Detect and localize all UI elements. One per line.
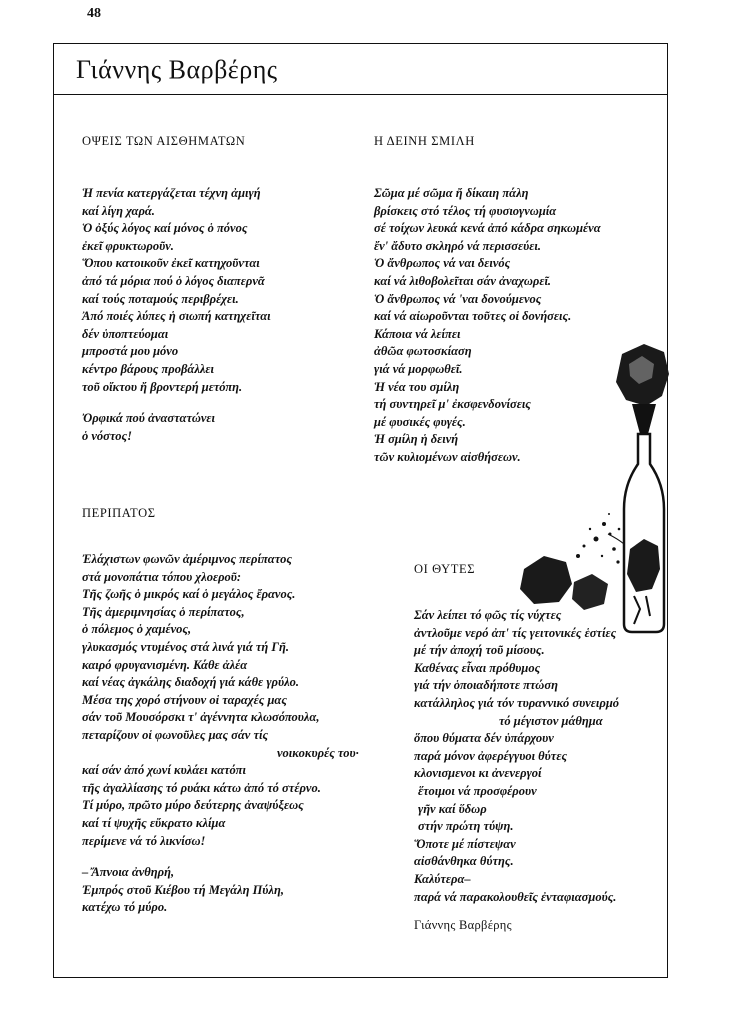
poem-line: τή συντηρεῖ μ' ἐκσφενδονίσεις bbox=[374, 397, 531, 412]
page-frame bbox=[53, 43, 668, 978]
poem-line: γιά νά μορφωθεῖ. bbox=[374, 361, 463, 376]
poem-body bbox=[82, 185, 342, 445]
page-number: 48 bbox=[87, 6, 101, 21]
poem-line: Ὀρφικά πού ἀναστατώνει bbox=[82, 411, 216, 426]
poem-oi-thytes bbox=[414, 562, 674, 933]
poem-line: ὅπου θύματα δέν ὑπάρχουν bbox=[414, 731, 554, 746]
poem-line: Ὁ ἄνθρωπος νά 'ναι δονούμενος bbox=[374, 291, 542, 306]
poem-body bbox=[414, 607, 674, 906]
poem-line: Ὅποτε μέ πίστεψαν bbox=[414, 836, 516, 851]
poem-line: ἐκεῖ φρυκτωροῦν. bbox=[82, 238, 174, 253]
poem-line: Τῆς ἀμεριμνησίας ὁ περίπατος, bbox=[82, 604, 245, 619]
poem-line: καί νέας ἀγκάλης διαδοχή γιά κάθε γρύλο. bbox=[82, 675, 299, 690]
poem-line: ὁ πόλεμος ὁ χαμένος, bbox=[82, 622, 192, 637]
poem-line: καί τί ψυχῆς εὔκρατο κλίμα bbox=[82, 815, 226, 830]
poem-line: γλυκασμός ντυμένος στά λινά γιά τή Γῆ. bbox=[82, 639, 289, 654]
poem-line: Καλύτερα– bbox=[414, 871, 471, 886]
poem-title: ΟΙ ΘΥΤΕΣ bbox=[414, 562, 476, 576]
poem-line: κατάλληλος γιά τόν τυραννικό συνειρμό bbox=[414, 695, 620, 710]
poem-title: ΠΕΡΙΠΑΤΟΣ bbox=[82, 506, 156, 520]
poem-line: Ἡ νέα του σμίλη bbox=[374, 379, 460, 394]
poem-line: Ἐλάχιστων φωνῶν ἀμέριμνος περίπατος bbox=[82, 552, 292, 566]
poem-line: στά μονοπάτια τόπου χλοεροῦ: bbox=[82, 569, 242, 584]
poem-line: στήν πρώτη τύψη. bbox=[418, 819, 514, 834]
author-signature: Γιάννης Βαρβέρης bbox=[414, 918, 512, 933]
poem-line: μέ τήν ἀποχή τοῦ μίσους. bbox=[414, 643, 545, 658]
poem-line: ὁ νόστος! bbox=[82, 428, 132, 443]
poem-line: αἰσθάνθηκα θύτης. bbox=[414, 854, 514, 869]
poem-line: μέ φυσικές φυγές. bbox=[374, 414, 466, 429]
poem-line: κέντρο βάρους προβάλλει bbox=[82, 361, 215, 376]
poem-line: καί σάν ἀπό χωνί κυλάει κατόπι bbox=[82, 763, 246, 778]
poem-line: ἀντλοῦμε νερό ἀπ' τίς γειτονικές ἑστίες bbox=[414, 625, 617, 640]
poem-line: Μέσα της χορό στήνουν οἱ ταραχές μας bbox=[82, 692, 287, 707]
poem-line: Ἀπό ποιές λύπες ἡ σιωπή κατηχεῖται bbox=[82, 309, 271, 324]
poem-line: σάν τοῦ Μουσόρσκι τ' ἀγέννητα κλωσόπουλα, bbox=[82, 710, 320, 725]
poem-line: Κάποια νά λείπει bbox=[374, 326, 461, 341]
poem-title: Η ΔΕΙΝΗ ΣΜΙΛΗ bbox=[374, 134, 475, 148]
poem-peripatos bbox=[82, 506, 412, 917]
poem-title: ΟΨΕΙΣ ΤΩΝ ΑΙΣΘΗΜΑΤΩΝ bbox=[82, 134, 246, 148]
poem-line: Ὁ ἄνθρωπος νά ναι δεινός bbox=[374, 256, 511, 271]
poem-line: σέ τοίχων λευκά κενά ἀπό κάδρα σηκωμένα bbox=[374, 221, 601, 236]
poem-line: Ὁ ὀξύς λόγος καί μόνος ὁ πόνος bbox=[82, 221, 248, 236]
poem-line: Καθένας εἶναι πρόθυμος bbox=[414, 660, 541, 675]
poem-line: νοικοκυρές του· bbox=[277, 745, 359, 760]
poem-line: βρίσκεις στό τέλος τή φυσιογνωμία bbox=[374, 203, 557, 218]
poem-line: ἔν' ἄδυτο σκληρό νά περισσεύει. bbox=[374, 238, 541, 253]
poem-line: κλονισμενοι κι ἀνενεργοί bbox=[414, 766, 542, 781]
poem-line: Τῆς ζωῆς ὁ μικρός καί ὁ μεγάλος ἔρανος. bbox=[82, 587, 296, 602]
poem-line: ἀπό τά μόρια πού ὁ λόγος διαπερνᾶ bbox=[82, 273, 265, 288]
poem-line: καί νά λιθοβολεῖται σάν ἀναχωρεῖ. bbox=[374, 273, 552, 288]
poem-line: μπροστά μου μόνο bbox=[82, 344, 179, 359]
poem-line: καί τούς ποταμούς περιβρέχει. bbox=[82, 291, 239, 306]
poem-opseis bbox=[82, 134, 342, 445]
poem-line: Ἐμπρός στοῦ Κιέβου τή Μεγάλη Πύλη, bbox=[82, 882, 284, 897]
poem-line: τοῦ οἴκτου ἤ βροντερή μετόπη. bbox=[82, 379, 243, 394]
stanza-gap bbox=[82, 396, 342, 410]
poem-line: Ἡ πενία κατεργάζεται τέχνη ἀμιγή bbox=[82, 186, 261, 200]
poem-body bbox=[82, 551, 412, 917]
poem-line: γῆν καί ὕδωρ bbox=[418, 801, 487, 816]
poem-line: τῶν κυλιομένων αἰσθήσεων. bbox=[374, 449, 521, 464]
poem-line: ἀθῶα φωτοσκίαση bbox=[374, 344, 472, 359]
poem-line: κατέχω τό μύρο. bbox=[82, 900, 168, 915]
poem-line: Τί μύρο, πρῶτο μύρο δεύτερης ἀναψύξεως bbox=[82, 798, 304, 813]
poem-line: Ἡ σμίλη ἡ δεινή bbox=[374, 432, 459, 447]
poem-line: γιά τήν ὁποιαδήποτε πτώση bbox=[414, 678, 558, 693]
stanza-gap bbox=[82, 850, 412, 864]
poem-line: πεταρίζουν οἱ φωνοῦλες μας σάν τίς bbox=[82, 727, 269, 742]
poem-line: Σῶμα μέ σῶμα ἤ δίκαιη πάλη bbox=[374, 186, 529, 200]
poem-line: Σάν λείπει τό φῶς τίς νύχτες bbox=[414, 608, 562, 622]
poem-line: δέν ὑποπτεύομαι bbox=[82, 326, 169, 341]
poem-line: – Ἄπνοια ἀνθηρή, bbox=[82, 865, 175, 880]
author-title: Γιάννης Βαρβέρης bbox=[76, 55, 278, 84]
poem-line: καί λίγη χαρά. bbox=[82, 203, 155, 218]
author-header-band bbox=[54, 44, 667, 95]
poem-line: τῆς ἀγαλλίασης τό ρυάκι κάτω ἀπό τό στέρνο. bbox=[82, 780, 321, 795]
poem-line: παρά νά παρακολουθεῖς ἐνταφιασμούς. bbox=[414, 889, 617, 904]
poem-line: Ὅπου κατοικοῦν ἐκεῖ κατηχοῦνται bbox=[82, 256, 260, 271]
poem-line: καιρό φρυγανισμένη. Κάθε ἀλέα bbox=[82, 657, 248, 672]
poem-line: περίμενε νά τό λικνίσω! bbox=[82, 833, 206, 848]
poem-line: παρά μόνον ἀφερέγγυοι θύτες bbox=[414, 748, 568, 763]
poem-line: ἕτοιμοι νά προσφέρουν bbox=[418, 783, 537, 798]
poem-line: τό μέγιστον μάθημα bbox=[499, 713, 603, 728]
poem-line: καί νά αἰωροῦνται τοῦτες οἱ δονήσεις. bbox=[374, 309, 572, 324]
